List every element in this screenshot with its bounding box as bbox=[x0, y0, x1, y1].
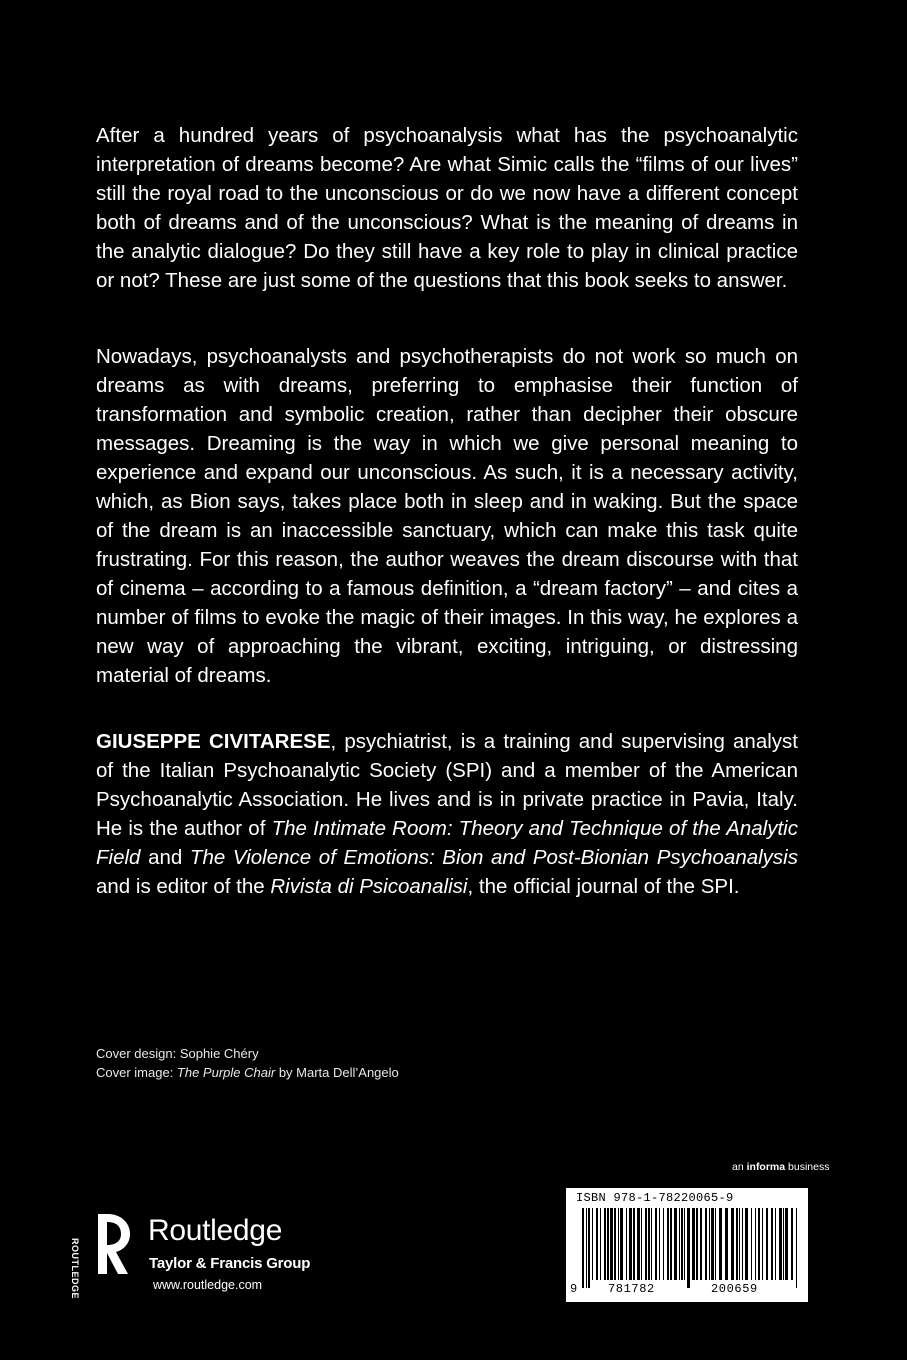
bio-journal: Rivista di Psicoanalisi bbox=[270, 875, 468, 898]
publisher-name: Routledge bbox=[148, 1214, 283, 1247]
barcode-bar bbox=[755, 1208, 756, 1280]
barcode-bar bbox=[700, 1208, 702, 1280]
barcode-bar bbox=[742, 1208, 743, 1280]
author-name: GIUSEPPE CIVITARESE bbox=[96, 730, 331, 753]
barcode-bar bbox=[674, 1208, 677, 1280]
barcode-bar bbox=[618, 1208, 619, 1280]
barcode-bar bbox=[766, 1208, 768, 1280]
cover-credits bbox=[96, 1044, 399, 1082]
barcode-bar bbox=[641, 1208, 642, 1280]
informa-prefix: an bbox=[732, 1161, 747, 1173]
barcode-bar bbox=[745, 1208, 748, 1280]
bio-text-4: , the official journal of the SPI. bbox=[467, 875, 740, 898]
barcode-bar bbox=[648, 1208, 650, 1280]
bio-text-2: and bbox=[140, 846, 190, 869]
barcode-bar bbox=[610, 1208, 613, 1280]
barcode-bar bbox=[758, 1208, 760, 1280]
barcode-bar bbox=[629, 1208, 632, 1280]
barcode-bar bbox=[588, 1208, 590, 1288]
bio-text-3: and is editor of the bbox=[96, 875, 271, 898]
barcode-bar bbox=[785, 1208, 788, 1280]
barcode-bar bbox=[679, 1208, 680, 1280]
barcode-bar bbox=[684, 1208, 685, 1280]
barcode-bar bbox=[791, 1208, 793, 1280]
barcode-bar bbox=[592, 1208, 593, 1280]
barcode-bar bbox=[796, 1208, 797, 1288]
barcode-bar bbox=[696, 1208, 698, 1280]
blurb-paragraph-1: After a hundred years of psychoanalysis what has the psychoanalytic interpretation of dreams become? Are what Simic calls the “films of our lives” still the royal road to the unconscious or do we now have a different concept both of dreams and of the unconscious? What is the meaning of dreams in the analytic dialogue? Do they still have a key role to play in clinical practice or not? These are just some of the questions that this book seeks to answer. bbox=[96, 124, 798, 292]
barcode-bar bbox=[725, 1208, 728, 1280]
barcode-bar bbox=[762, 1208, 763, 1280]
barcode-bar bbox=[711, 1208, 714, 1280]
bio-book-2: The Violence of Emotions: Bion and Post-Bionian Psychoanalysis bbox=[189, 846, 798, 869]
publisher-group: Taylor & Francis Group bbox=[149, 1255, 311, 1272]
barcode-bar bbox=[600, 1208, 601, 1280]
informa-tagline bbox=[732, 1161, 829, 1173]
barcode-bar bbox=[783, 1208, 784, 1280]
barcode-bar bbox=[667, 1208, 669, 1280]
bio-book-1: The Intimate Room: Theory and Technique of the Analytic Field bbox=[96, 817, 798, 869]
publisher-url: www.routledge.com bbox=[153, 1278, 263, 1292]
barcode-bar bbox=[775, 1208, 776, 1280]
cover-image-prefix: Cover image: bbox=[96, 1065, 177, 1080]
barcode-bars bbox=[566, 1188, 808, 1302]
barcode-bar bbox=[655, 1208, 657, 1280]
barcode-bar bbox=[614, 1208, 616, 1280]
barcode-bar bbox=[705, 1208, 707, 1280]
informa-brand: informa bbox=[746, 1161, 786, 1173]
cover-design-credit: Cover design: Sophie Chéry bbox=[96, 1046, 259, 1061]
barcode-bar bbox=[751, 1208, 752, 1280]
isbn-label: ISBN 978-1-78220065-9 bbox=[576, 1191, 734, 1205]
barcode-bar bbox=[715, 1208, 716, 1280]
barcode-bar bbox=[596, 1208, 598, 1280]
barcode-bar bbox=[771, 1208, 773, 1280]
barcode-bar bbox=[736, 1208, 738, 1280]
barcode-digit-first: 9 bbox=[570, 1282, 578, 1296]
author-bio bbox=[96, 727, 798, 901]
bio-text-1: , psychiatrist, is a training and supervising analyst of the Italian Psychoanalytic Society (SPI) and a member of the American Psychoanalytic Association. He lives and is in private practice in Pavia, Italy. He is the author of bbox=[96, 730, 798, 840]
barcode-bar bbox=[681, 1208, 683, 1280]
barcode-bar bbox=[739, 1208, 740, 1280]
barcode-bar bbox=[651, 1208, 652, 1280]
barcode-bar bbox=[607, 1208, 609, 1280]
routledge-mark-icon bbox=[90, 1212, 134, 1276]
cover-image-suffix: by Marta Dell’Angelo bbox=[275, 1065, 399, 1080]
barcode-bar bbox=[582, 1208, 584, 1288]
barcode-bar bbox=[731, 1208, 734, 1280]
barcode-bar bbox=[586, 1208, 587, 1288]
informa-suffix: business bbox=[785, 1161, 830, 1173]
blurb-paragraph-2: Nowadays, psychoanalysts and psychotherapists do not work so much on dreams as with dreams, preferring to emphasise their function of transformation and symbolic creation, rather than decipher their obscure messages. Dreaming is the way in which we give personal meaning to experience and expand our unconscious. As such, it is a necessary activity, which, as Bion says, takes place both in sleep and in waking. But the space of the dream is an inaccessible sanctuary, which can make this task quite frustrating. For this reason, the author weaves the dream discourse with that of cinema – according to a famous definition, a “dream factory” – and cites a number of films to evoke the magic of their images. In this way, he explores a new way of approaching the vibrant, exciting, intriguing, or distressing material of dreams. bbox=[96, 345, 798, 687]
barcode-bar bbox=[779, 1208, 782, 1280]
barcode-bar bbox=[719, 1208, 722, 1280]
isbn-barcode bbox=[566, 1188, 808, 1302]
cover-image-credit bbox=[96, 1063, 399, 1082]
barcode-bar bbox=[692, 1208, 695, 1280]
barcode-bar bbox=[604, 1208, 606, 1280]
barcode-digits-left: 781782 bbox=[608, 1282, 655, 1296]
barcode-bar bbox=[687, 1208, 690, 1288]
barcode-bar bbox=[670, 1208, 672, 1280]
publisher-vertical-name: ROUTLEDGE bbox=[70, 1238, 80, 1300]
barcode-bar bbox=[709, 1208, 710, 1280]
barcode-bar bbox=[620, 1208, 623, 1280]
barcode-bar bbox=[626, 1208, 627, 1280]
barcode-bar bbox=[663, 1208, 664, 1280]
barcode-digits-right: 200659 bbox=[711, 1282, 758, 1296]
barcode-bar bbox=[637, 1208, 640, 1280]
cover-image-title: The Purple Chair bbox=[176, 1065, 276, 1080]
barcode-bar bbox=[645, 1208, 647, 1280]
barcode-bar bbox=[659, 1208, 660, 1280]
barcode-bar bbox=[633, 1208, 635, 1280]
